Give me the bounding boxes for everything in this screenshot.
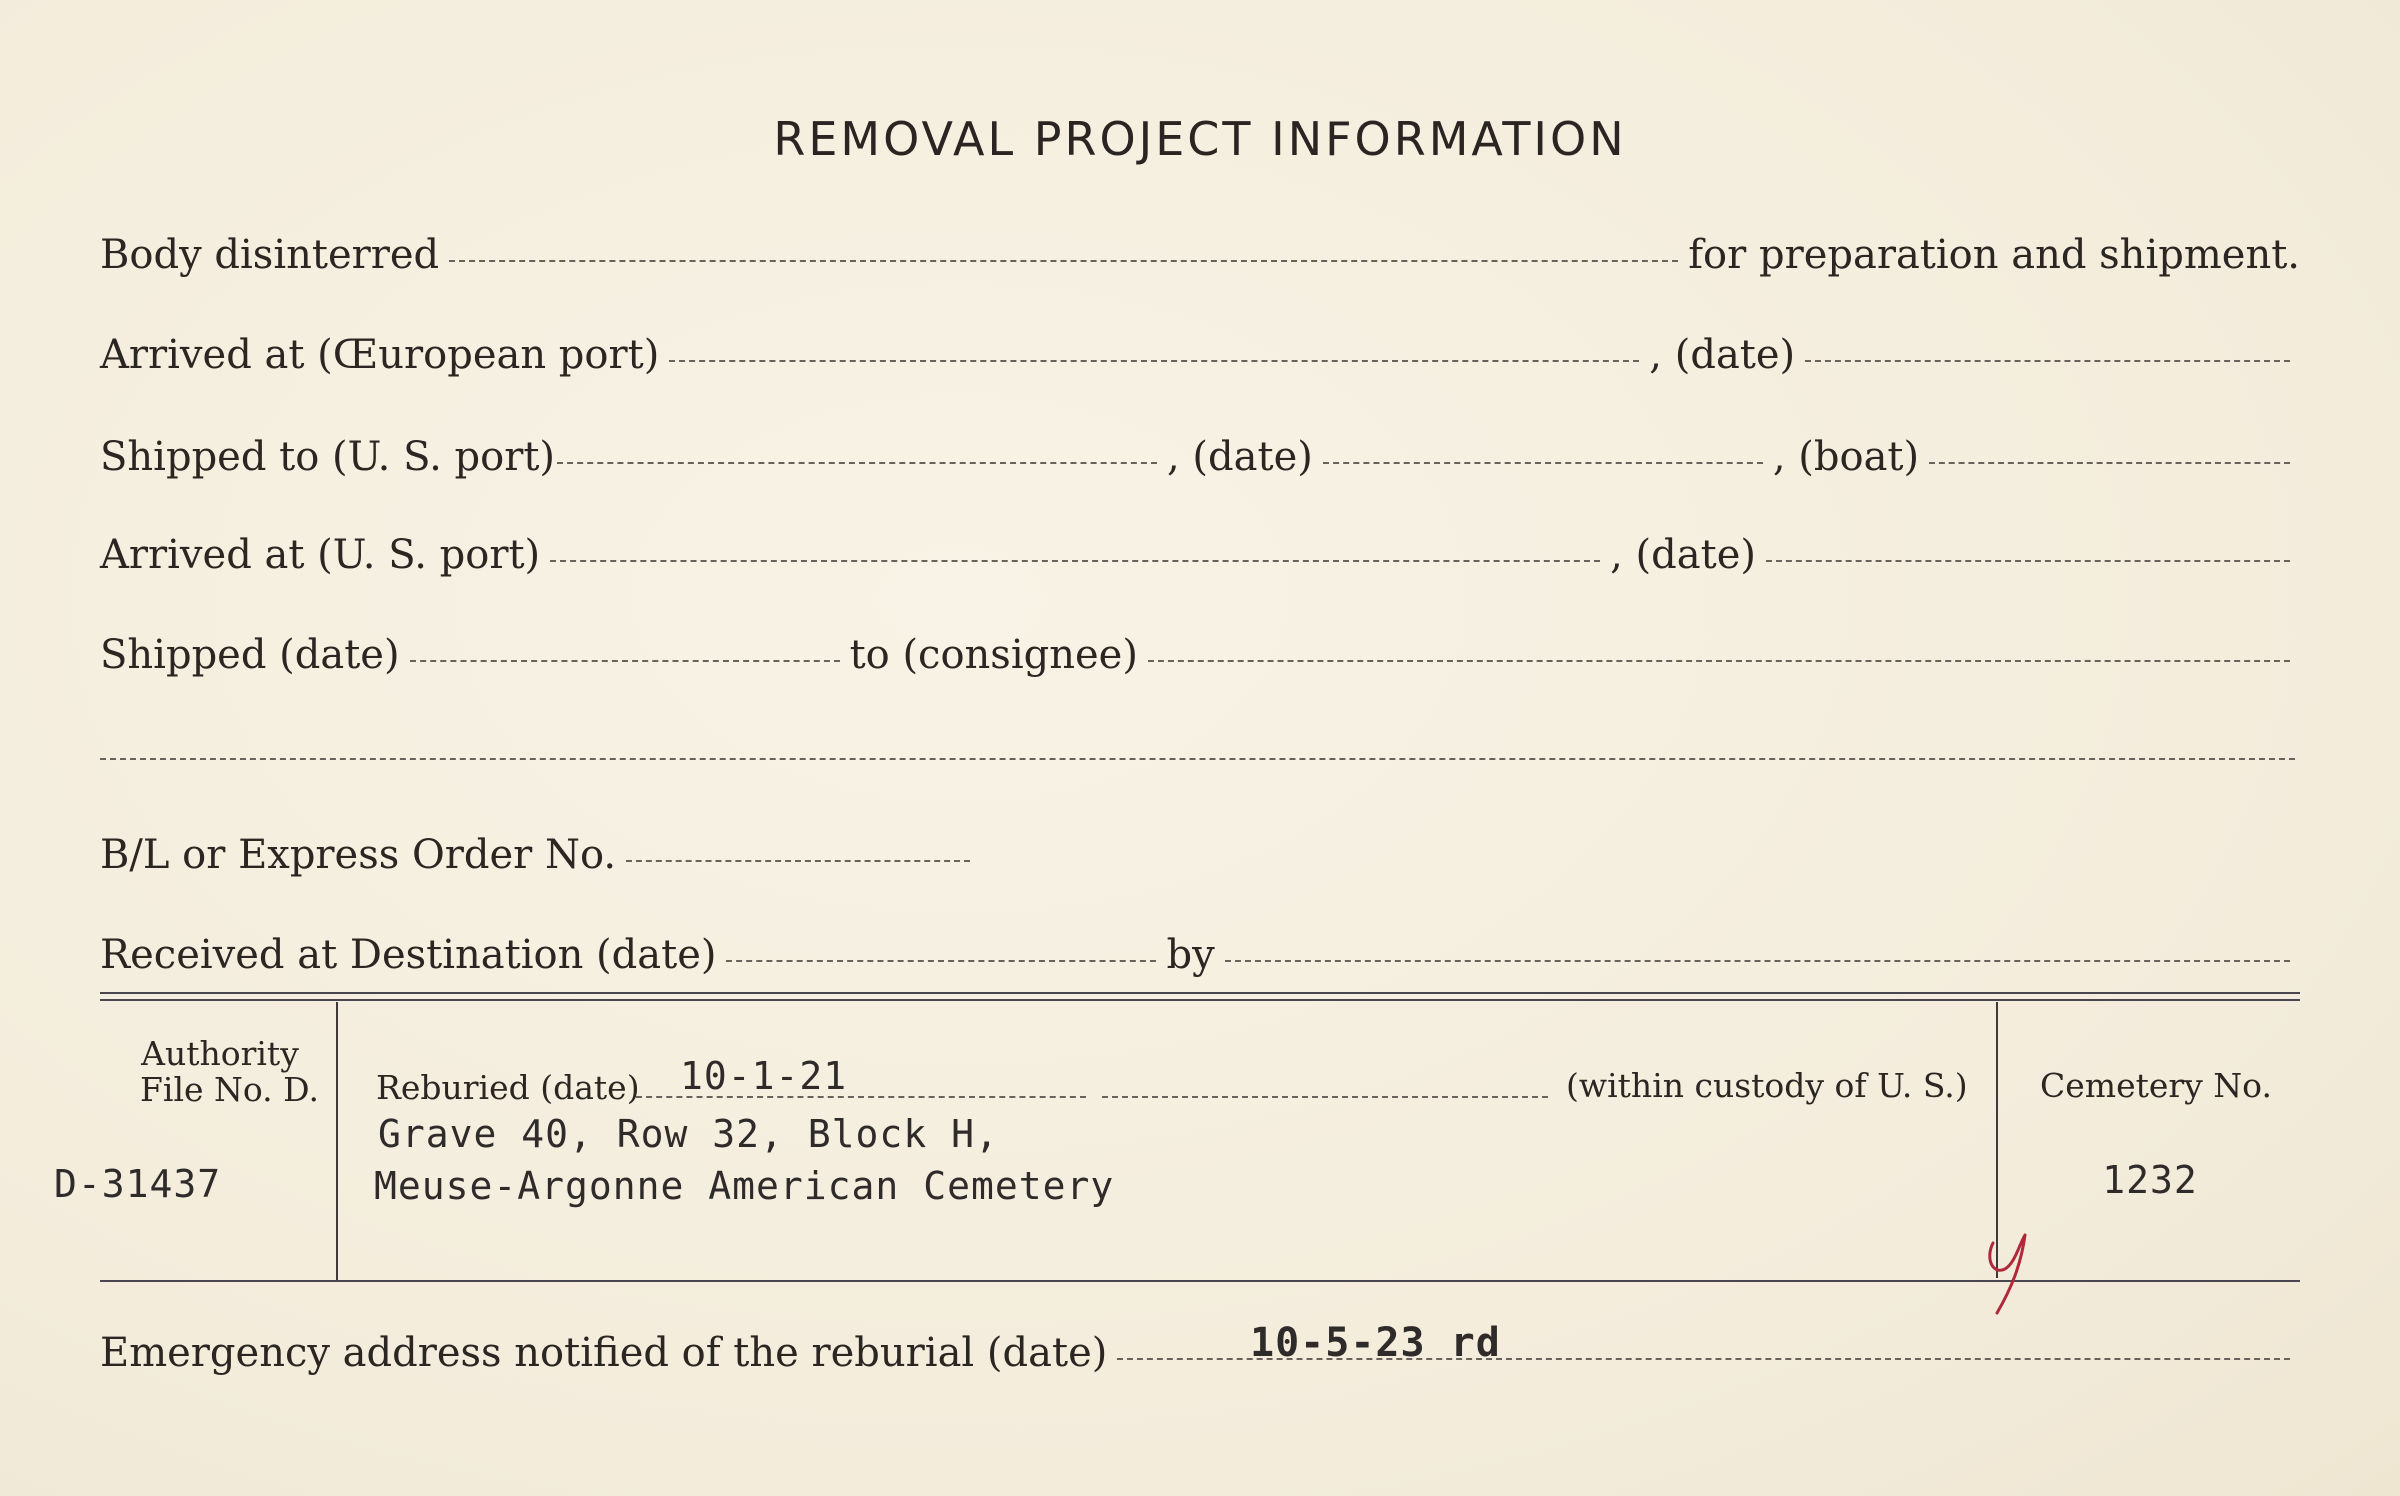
received-by-field [1225,960,2290,962]
row-received [100,932,2300,978]
section-rule-top-second [100,999,2300,1001]
received-by-label: by [1166,932,1215,978]
arrived-european-date-label: , (date) [1649,332,1796,378]
bl-order-label: B/L or Express Order No. [100,832,617,878]
shipped-us-boat-field [1929,462,2290,464]
row-shipped-date [100,632,2300,678]
bl-order-field [626,860,970,862]
body-disinterred-label: Body disinterred [100,232,440,278]
consignee-field [1148,660,2290,662]
reburied-custody-field [1102,1096,1548,1098]
shipped-us-date-field [1323,462,1763,464]
cemetery-number-value: 1232 [2102,1158,2198,1202]
custody-text: (within custody of U. S.) [1566,1066,1968,1105]
row-arrived-european [100,332,2300,378]
row-arrived-us [100,532,2300,578]
arrived-us-date-label: , (date) [1610,532,1756,578]
received-date-field [726,960,1156,962]
shipped-us-label: Shipped to (U. S. port) [100,434,555,480]
body-disinterred-field [449,260,1678,262]
arrived-european-port-field [669,360,1639,362]
cemetery-number-label: Cemetery No. [2040,1066,2272,1105]
authority-file-number: D-31437 [54,1162,222,1206]
shipped-us-date-label: , (date) [1167,434,1313,480]
row-bl-order [100,832,980,878]
authority-divider [336,1002,338,1280]
row-emergency [100,1330,2300,1376]
arrived-us-port-field [550,560,1600,562]
section-rule-bottom [100,1280,2300,1282]
emergency-label: Emergency address notified of the reburial (date) [100,1330,1108,1376]
cemetery-name: Meuse-Argonne American Cemetery [374,1164,1115,1208]
arrived-european-date-field [1805,360,2290,362]
card-title: REMOVAL PROJECT INFORMATION [773,112,1627,166]
emergency-date-value: 10-5-23 rd [1250,1320,1501,1366]
authority-label-line2: File No. D. [140,1070,319,1109]
reburied-label: Reburied (date) [376,1068,640,1107]
consignee-continuation-field [100,758,2295,760]
red-pencil-mark [1975,1225,2035,1320]
shipped-date-label: Shipped (date) [100,632,400,678]
arrived-european-label: Arrived at (Œuropean port) [100,332,660,378]
shipped-us-boat-label: , (boat) [1772,434,1920,480]
shipped-us-port-field [557,462,1157,464]
reburied-date-value: 10-1-21 [680,1054,848,1098]
row-body-disinterred [100,232,2300,278]
section-rule-top [100,992,2300,994]
preparation-shipment-text: for preparation and shipment. [1688,232,2300,278]
authority-label-line1: Authority [141,1034,299,1073]
row-shipped-us [100,434,2300,480]
shipped-date-field [410,660,840,662]
grave-location: Grave 40, Row 32, Block H, [378,1112,999,1156]
received-label: Received at Destination (date) [100,932,717,978]
arrived-us-label: Arrived at (U. S. port) [100,532,541,578]
arrived-us-date-field [1766,560,2290,562]
authority-label [140,1034,319,1109]
consignee-label: to (consignee) [849,632,1138,678]
